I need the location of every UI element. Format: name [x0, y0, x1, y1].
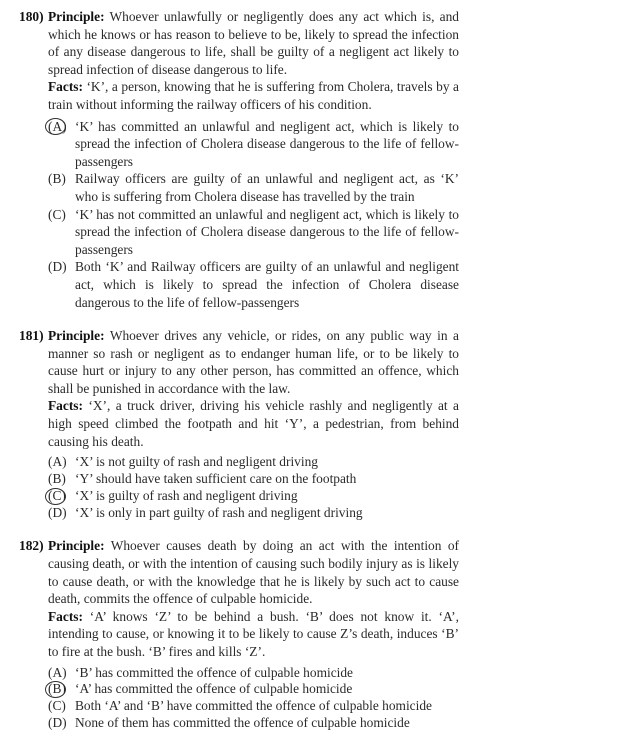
option-text: ‘X’ is only in part guilty of rash and negligent driving	[75, 504, 363, 520]
option-text: Both ‘K’ and Railway officers are guilty of an unlawful and negligent act, which is likely to spread the infection of Cholera disease dangerous to the life of fellow-passengers	[75, 259, 459, 310]
option-text: ‘K’ has not committed an unlawful and negligent act, which is likely to spread the infection of Cholera disease dangerous to the life of fellow-passengers	[75, 206, 459, 257]
option-text: Both ‘A’ and ‘B’ have committed the offence of culpable homicide	[75, 698, 432, 714]
option-a[interactable]	[48, 454, 459, 471]
option-label: (C)	[48, 487, 66, 503]
question-181	[19, 327, 459, 521]
option-text: ‘K’ has committed an unlawful and negligent act, which is likely to spread the infection of Cholera disease dangerous to the life of fellow-passengers	[75, 118, 459, 169]
option-label: (D)	[48, 259, 67, 275]
option-label: (D)	[48, 504, 67, 520]
option-c[interactable]	[48, 206, 459, 259]
option-text: ‘X’ is guilty of rash and negligent driving	[75, 487, 298, 503]
option-b[interactable]	[48, 681, 459, 698]
facts-text: ‘K’, a person, knowing that he is suffering from Cholera, travels by a train without informing the railway officers of his condition.	[48, 79, 459, 112]
principle-label: Principle:	[48, 538, 105, 554]
facts-label: Facts:	[48, 79, 83, 95]
option-a[interactable]	[48, 118, 459, 171]
option-label: (B)	[48, 681, 66, 697]
question-number: 181)	[19, 328, 44, 344]
option-label: (C)	[48, 206, 66, 222]
option-c[interactable]	[48, 488, 459, 505]
principle-text: Whoever drives any vehicle, or rides, on any public way in a manner so rash or negligent as to endanger human life, or to be likely to cause hurt or injury to any other person, has committed an offence, which shall be punished in accordance with the law.	[48, 328, 460, 396]
principle-text: Whoever causes death by doing an act with the intention of causing death, or with the intention of causing such bodily injury as is likely to cause death, or with the knowledge that he is likely by such act to cause death, commits the offence of culpable homicide.	[48, 538, 459, 607]
principle-text: Whoever unlawfully or negligently does any act which is, and which he knows or has reason to believe to be, likely to spread the infection of any disease dangerous to life, shall be guilty of a negligent act likely to spread infection of disease dangerous to life.	[48, 9, 459, 77]
option-label: (D)	[48, 714, 67, 730]
facts-text: ‘A’ knows ‘Z’ to be behind a bush. ‘B’ does not know it. ‘A’, intending to cause, or knowing it to be likely to cause Z’s death, induces ‘B’ to fire at the bush. ‘B’ fires and kills ‘Z’.	[48, 608, 459, 659]
question-180	[19, 8, 459, 311]
option-label: (B)	[48, 171, 66, 187]
option-label: (A)	[48, 118, 67, 134]
option-text: ‘B’ has committed the offence of culpable homicide	[75, 664, 354, 680]
principle	[48, 327, 459, 397]
facts	[48, 397, 459, 450]
option-label: (B)	[48, 471, 66, 487]
question-number: 180)	[19, 9, 44, 24]
option-a[interactable]	[48, 665, 459, 682]
option-c[interactable]	[48, 698, 459, 715]
option-d[interactable]	[48, 505, 459, 522]
option-text: ‘Y’ should have taken sufficient care on the footpath	[75, 471, 357, 487]
question-182	[19, 537, 459, 731]
principle	[48, 8, 459, 78]
principle-label: Principle:	[48, 9, 105, 24]
option-label: (A)	[48, 454, 67, 470]
option-text: Railway officers are guilty of an unlawful and negligent act, as ‘K’ who is suffering from Cholera disease has travelled by the train	[75, 171, 459, 204]
option-b[interactable]	[48, 471, 459, 488]
facts	[48, 78, 459, 113]
option-text: ‘A’ has committed the offence of culpable homicide	[75, 681, 353, 697]
option-d[interactable]	[48, 258, 459, 311]
principle	[48, 537, 459, 607]
option-label: (C)	[48, 698, 66, 714]
facts	[48, 608, 459, 661]
options	[48, 454, 459, 521]
facts-label: Facts:	[48, 398, 83, 414]
facts-label: Facts:	[48, 608, 83, 624]
option-label: (A)	[48, 664, 67, 680]
question-number: 182)	[19, 538, 44, 554]
options	[48, 665, 459, 732]
option-text: None of them has committed the offence of culpable homicide	[75, 714, 410, 730]
option-text: ‘X’ is not guilty of rash and negligent driving	[75, 454, 318, 470]
option-b[interactable]	[48, 170, 459, 205]
options	[48, 118, 459, 312]
option-d[interactable]	[48, 715, 459, 732]
facts-text: ‘X’, a truck driver, driving his vehicle rashly and negligently at a high speed climbed the footpath and hit ‘Y’, a pedestrian, from behind causing his death.	[48, 398, 459, 449]
principle-label: Principle:	[48, 328, 105, 344]
